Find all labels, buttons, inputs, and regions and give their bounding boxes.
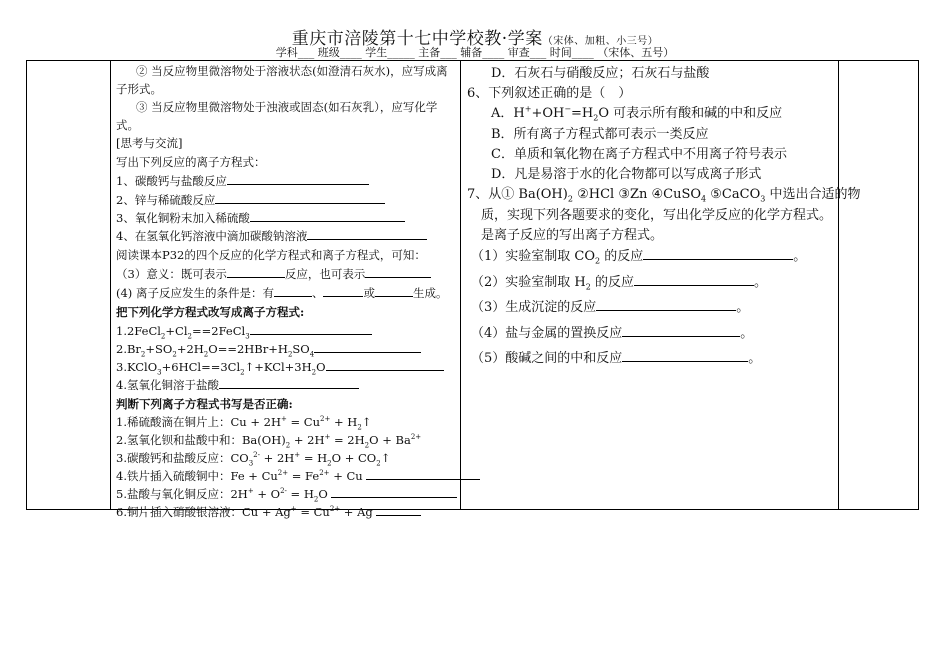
equation-3: $3.KClO_3+6HCl==3Cl_2↑+KCl+3H_2O$: [116, 359, 444, 374]
title-text: 重庆市涪陵第十七中学校教·学案: [291, 29, 543, 49]
answer-blank[interactable]: [366, 468, 480, 480]
write-intro: 写出下列反应的离子方程式：: [116, 155, 266, 169]
judge-1: 1.稀硫酸滴在铜片上：$Cu + 2H^+ = Cu^{2+}$ + $H_2↑$: [116, 415, 372, 432]
answer-blank[interactable]: [331, 486, 457, 498]
rule-2-cont: 子形式。: [116, 82, 162, 96]
answer-blank[interactable]: [215, 192, 385, 204]
answer-blank[interactable]: [307, 228, 427, 240]
answer-blank[interactable]: [643, 248, 793, 260]
column-divider: [460, 61, 461, 509]
answer-blank[interactable]: [250, 323, 372, 335]
answer-blank[interactable]: [219, 377, 359, 389]
title-format-note: （宋体、加粗、小三号）: [542, 36, 659, 47]
question-6-option-b: B．所有离子方程式都可表示一类反应: [491, 127, 709, 142]
equation-4: 4.氢氧化铜溶于盐酸: [116, 377, 359, 393]
answer-blank[interactable]: [375, 285, 413, 297]
answer-blank[interactable]: [596, 299, 736, 311]
answer-blank[interactable]: [622, 350, 748, 362]
question-3: 3、氧化铜粉末加入稀硫酸: [116, 210, 405, 226]
answer-blank[interactable]: [634, 274, 754, 286]
answer-blank[interactable]: [250, 210, 405, 222]
question-7: 7、从① $Ba(OH)_2$ ②HCl ③Zn ④CuSO$_4$ ⑤CaCO$_3$ 中选出合适的物: [467, 187, 861, 204]
condition-line: (4) 离子反应发生的条件是：有 、 或 生成。: [116, 286, 448, 300]
question-7-line-2: 质，实现下列各题要求的变化，写出化学反应的化学方程式。: [481, 208, 833, 223]
header-meta-line: 学科___ 班级____ 学生_____ 主备___ 辅备____ 审查___ 时间____ （宋体、五号）: [275, 46, 675, 59]
part-5: （5）酸碱之间的中和反应 。: [471, 351, 762, 366]
answer-blank[interactable]: [326, 359, 444, 371]
question-7-line-3: 是离子反应的写出离子方程式。: [481, 228, 664, 243]
judge-4: 4.铁片插入硫酸铜中：$Fe + Cu^{2+} = Fe^{2+} + Cu$: [116, 468, 480, 484]
rule-2: ② 当反应物里微溶物处于溶液状态(如澄清石灰水)，应写成离: [136, 64, 448, 78]
equation-2: $2.Br_2+SO_2+2H_2O==2HBr+H_2SO_4$: [116, 341, 421, 356]
option-d-5: D．石灰石与硝酸反应；石灰石与盐酸: [491, 66, 710, 81]
judge-heading: 判断下列离子方程式书写是否正确:: [116, 397, 293, 411]
question-6-option-c: C．单质和氧化物在离子方程式中不用离子符号表示: [491, 147, 787, 162]
answer-blank[interactable]: [323, 285, 363, 297]
equation-1: $1.2FeCl_2+Cl_2==2FeCl_3$: [116, 323, 372, 338]
question-2: 2、锌与稀硫酸反应: [116, 192, 385, 208]
worksheet-table: [26, 60, 919, 519]
column-divider: [838, 61, 839, 509]
answer-blank[interactable]: [314, 341, 421, 353]
question-4: 4、在氢氧化钙溶液中滴加碳酸钠溶液: [116, 228, 427, 244]
part-3: （3）生成沉淀的反应 。: [471, 300, 750, 315]
answer-blank[interactable]: [227, 266, 285, 278]
judge-5: 5.盐酸与氧化铜反应：$2H^+ + O^{2-} = H_2O$: [116, 486, 457, 502]
answer-blank[interactable]: [622, 325, 740, 337]
question-6-option-d: D．凡是易溶于水的化合物都可以写成离子形式: [491, 167, 762, 182]
part-4: （4）盐与金属的置换反应 。: [471, 326, 754, 341]
rewrite-heading: 把下列化学方程式改写成离子方程式:: [116, 305, 305, 319]
part-1: （1）实验室制取 $CO_2$ 的反应 。: [471, 249, 807, 266]
part-2: （2）实验室制取 $H_2$ 的反应 。: [471, 275, 768, 292]
meaning-line: （3）意义：既可表示 反应，也可表示: [116, 266, 431, 282]
rule-3: ③ 当反应物里微溶物处于浊液或固态(如石灰乳），应写化学: [136, 100, 438, 114]
think-heading: [思考与交流]: [116, 136, 183, 150]
answer-blank[interactable]: [227, 173, 369, 185]
judge-6: 6.铜片插入硝酸银溶液：$Cu + Ag^+ = Cu^{2+} + Ag$: [116, 504, 421, 511]
judge-3: 3.碳酸钙和盐酸反应：$CO_3^{2-} + 2H^+ = H_2O$ + $CO_2↑$: [116, 451, 391, 468]
answer-blank[interactable]: [365, 266, 431, 278]
rule-3-cont: 式。: [116, 118, 139, 132]
answer-blank[interactable]: [376, 504, 421, 516]
read-textbook: 阅读课本P32的四个反应的化学方程式和离子方程式，可知：: [116, 248, 426, 262]
question-1: 1、碳酸钙与盐酸反应: [116, 173, 369, 189]
answer-blank[interactable]: [274, 285, 312, 297]
question-6: 6、下列叙述正确的是（ ）: [467, 86, 632, 101]
question-6-option-a: A．$H^++OH^-=H_2O$ 可表示所有酸和碱的中和反应: [491, 104, 783, 123]
column-divider: [110, 61, 111, 509]
judge-2: 2.氢氧化钡和盐酸中和：$Ba(OH)_2 + 2H^+ = 2H_2O + Ba^{2+}$: [116, 433, 422, 450]
